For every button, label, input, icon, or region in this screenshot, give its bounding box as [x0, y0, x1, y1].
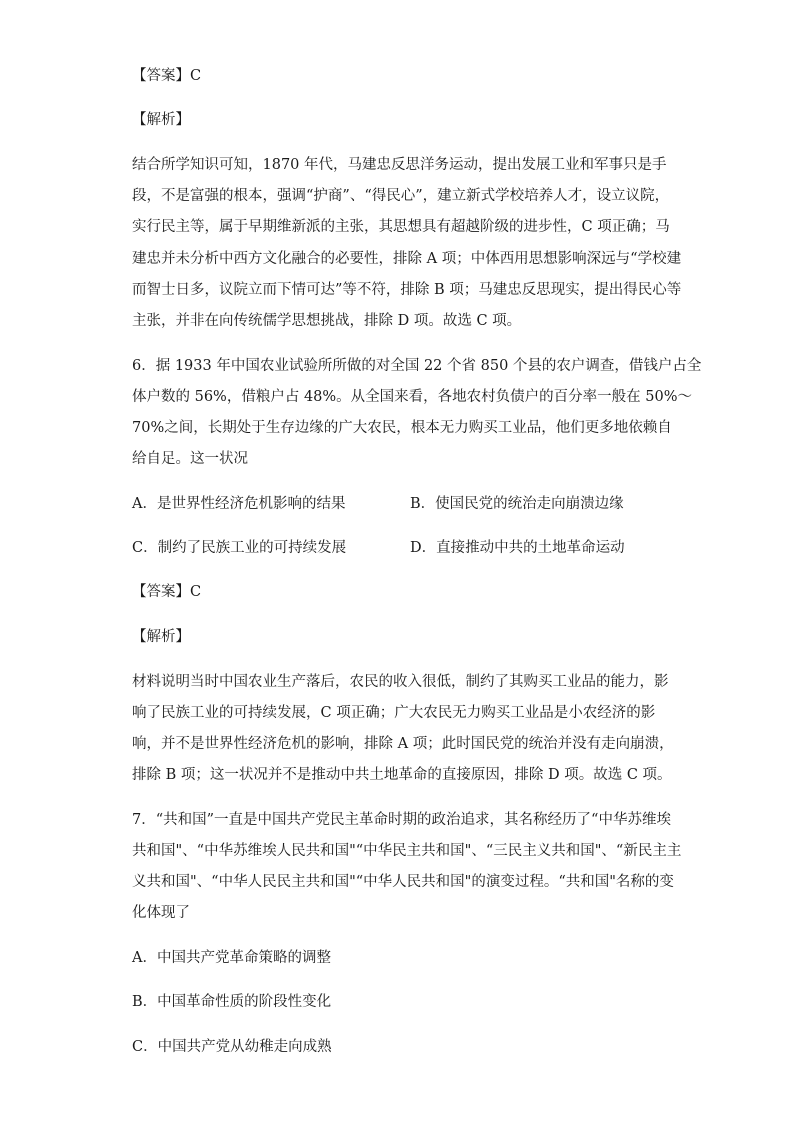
- q6-stem-line: 70%之间，长期处于生存边缘的广大农民，根本无力购买工业品，他们更多地依赖自: [132, 420, 672, 436]
- q6-stem-line: 给自足。这一状况: [132, 451, 248, 467]
- q6-option-c: C．制约了民族工业的可持续发展: [132, 540, 347, 556]
- q6-option-b: B．使国民党的统治走向崩溃边缘: [410, 496, 624, 512]
- q5-analysis-line: 主张，并非在向传统儒学思想挑战，排除 D 项。故选 C 项。: [132, 313, 522, 329]
- q7-option-b: B．中国革命性质的阶段性变化: [132, 994, 332, 1010]
- q6-analysis-line: 响，并不是世界性经济危机的影响，排除 A 项；此时国民党的统治并没有走向崩溃，: [132, 736, 674, 752]
- q6-analysis-heading: 【解析】: [132, 629, 190, 645]
- q5-analysis-line: 而智士日多，议院立而下情可达”等不符，排除 B 项；马建忠反思现实，提出得民心等: [132, 282, 682, 298]
- q7-stem-line: 共和国"、“中华苏维埃人民共和国"“中华民主共和国"、“三民主义共和国"、“新民主主: [132, 843, 682, 859]
- q7-stem-line: 义共和国"、“中华人民民主共和国"“中华人民共和国"的演变过程。“共和国"名称的变: [132, 874, 674, 890]
- q6-option-a: A．是世界性经济危机影响的结果: [132, 496, 346, 512]
- q6-stem-line: 6．据 1933 年中国农业试验所所做的对全国 22 个省 850 个县的农户调查，借钱户占全: [132, 358, 702, 374]
- q7-option-c: C．中国共产党从幼稚走向成熟: [132, 1039, 332, 1055]
- q6-analysis-line: 材料说明当时中国农业生产落后，农民的收入很低，制约了其购买工业品的能力，影: [132, 674, 669, 690]
- q6-option-d: D．直接推动中共的土地革命运动: [410, 540, 625, 556]
- q6-answer: 【答案】C: [132, 584, 202, 600]
- q5-analysis-line: 建忠并未分析中西方文化融合的必要性，排除 A 项；中体西用思想影响深远与“学校建: [132, 251, 682, 267]
- q5-analysis-line: 实行民主等，属于早期维新派的主张，其思想具有超越阶级的进步性，C 项正确；马: [132, 219, 670, 235]
- q7-stem-line: 化体现了: [132, 905, 190, 921]
- q5-analysis-heading: 【解析】: [132, 112, 190, 128]
- q5-analysis-line: 结合所学知识可知，1870 年代，马建忠反思洋务运动，提出发展工业和军事只是手: [132, 157, 667, 173]
- q5-answer: 【答案】C: [132, 68, 202, 84]
- q6-analysis-line: 响了民族工业的可持续发展，C 项正确；广大农民无力购买工业品是小农经济的影: [132, 705, 656, 721]
- q5-analysis-line: 段，不是富强的根本，强调“护商”、“得民心”，建立新式学校培养人才，设立议院，: [132, 188, 670, 204]
- q6-stem-line: 体户数的 56%，借粮户占 48%。从全国来看，各地农村负债户的百分率一般在 50%～: [132, 389, 693, 405]
- q6-analysis-line: 排除 B 项；这一状况并不是推动中共土地革命的直接原因，排除 D 项。故选 C 项。: [132, 767, 672, 783]
- q7-stem-line: 7．“共和国”一直是中国共产党民主革命时期的政治追求，其名称经历了“中华苏维埃: [132, 812, 671, 828]
- q7-option-a: A．中国共产党革命策略的调整: [132, 950, 331, 966]
